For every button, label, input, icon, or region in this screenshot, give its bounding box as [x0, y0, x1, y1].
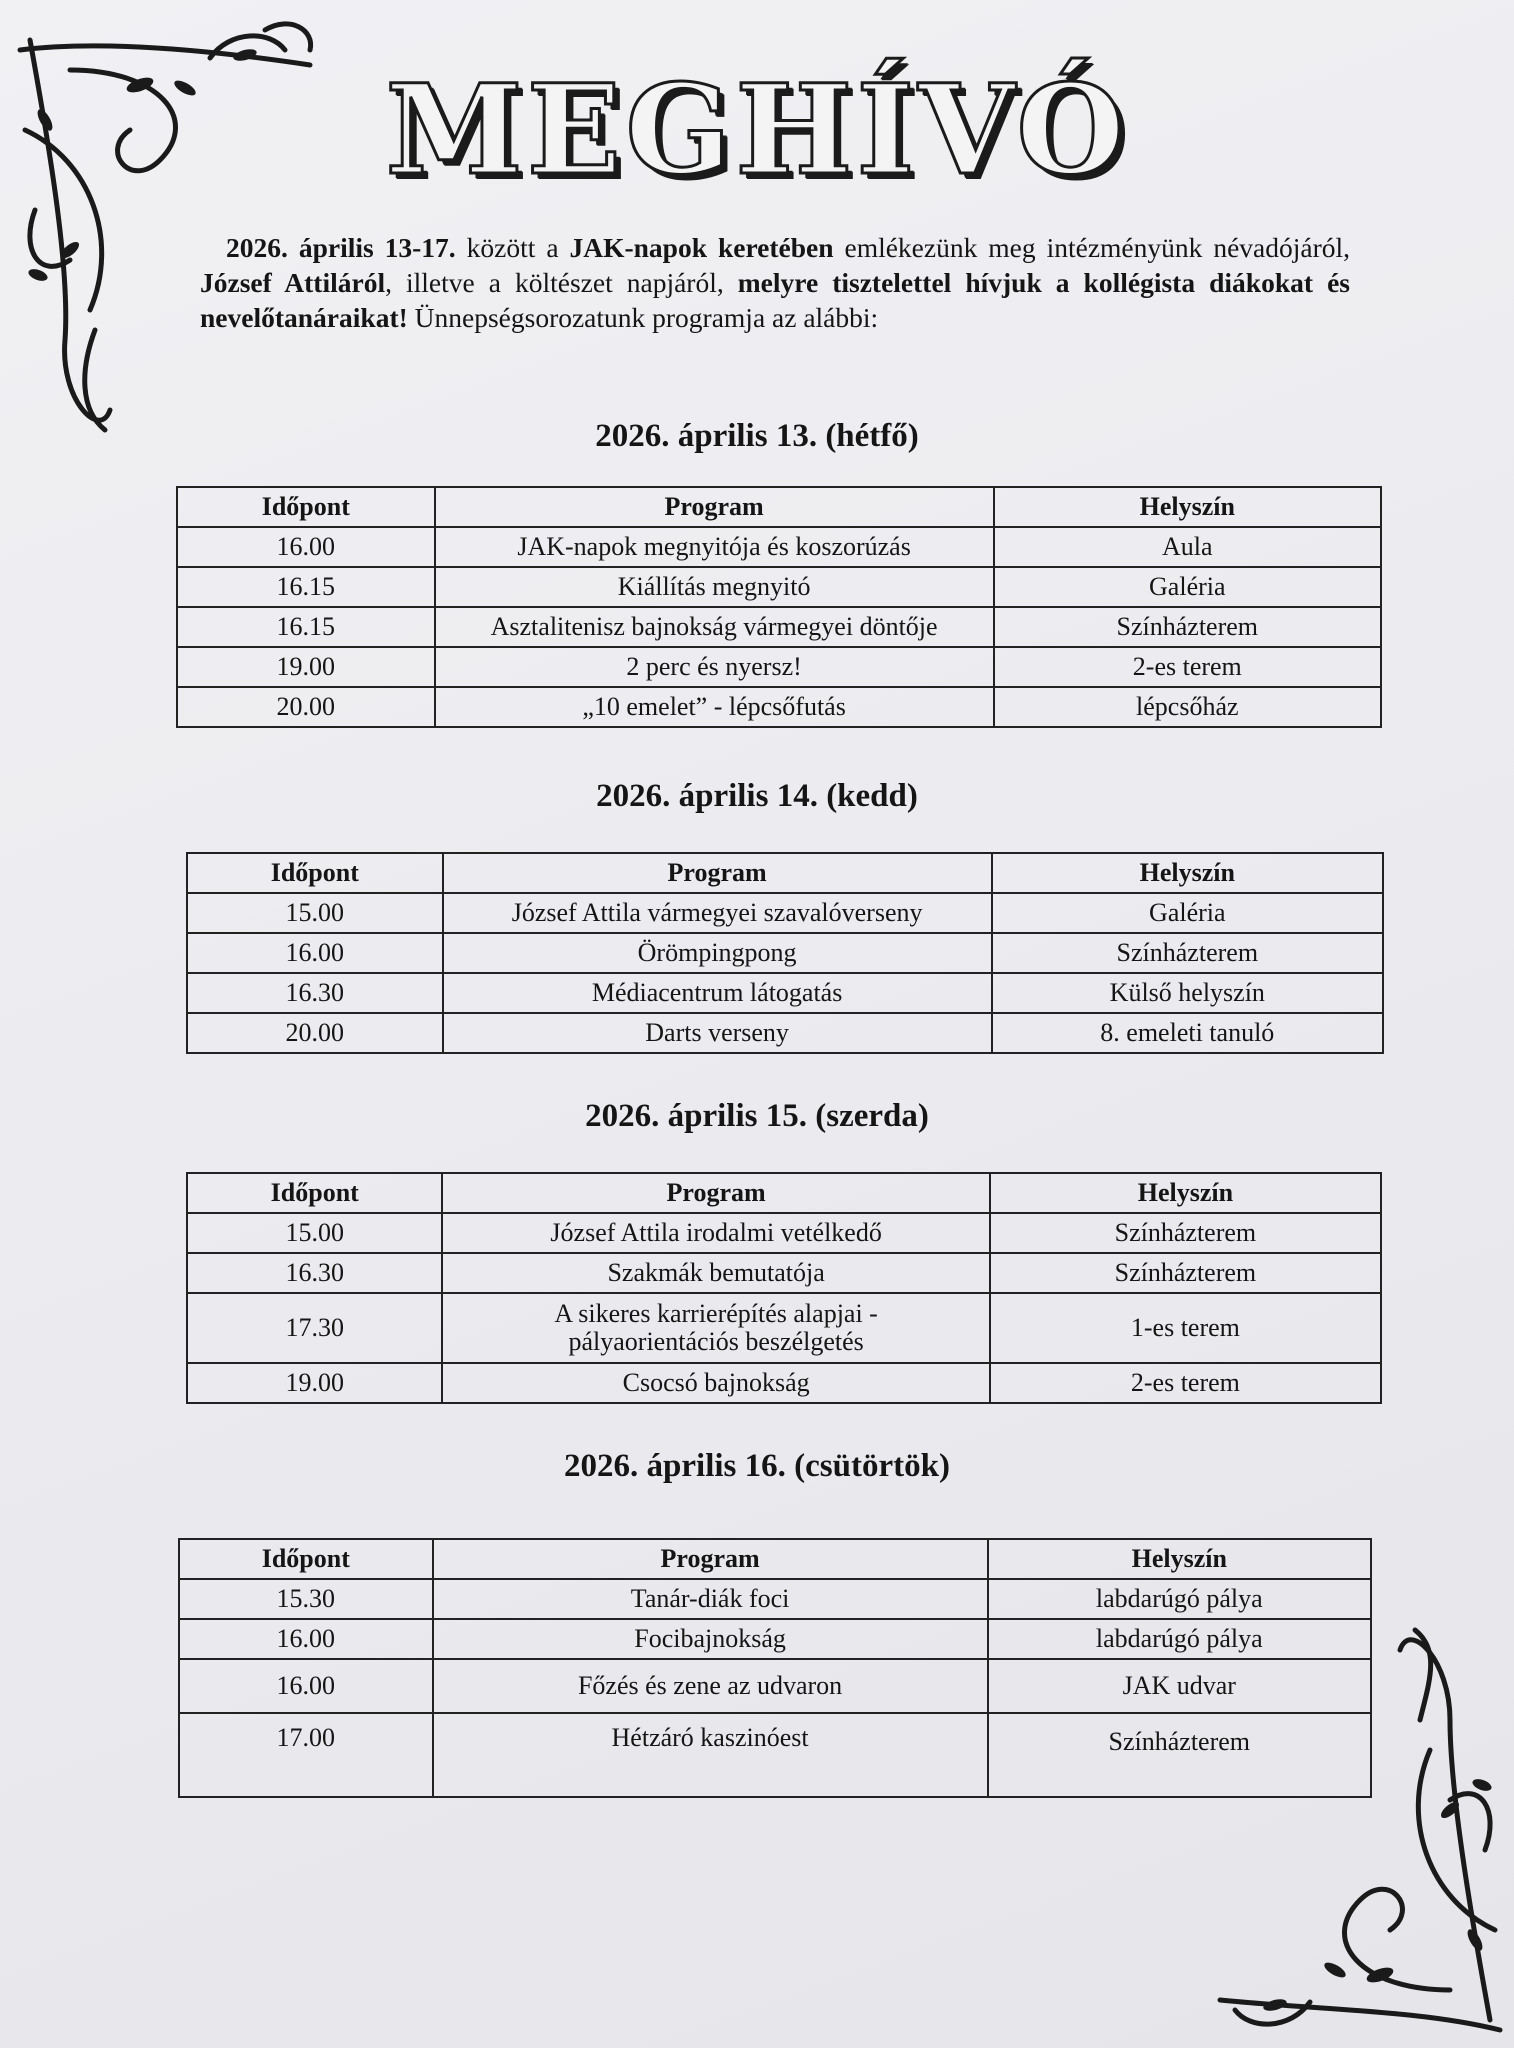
cell-place: Galéria: [994, 567, 1381, 607]
table-row: [187, 893, 1383, 933]
table-row: [177, 687, 1381, 727]
cell-time: 16.30: [187, 973, 443, 1013]
cell-place: Színházterem: [988, 1713, 1371, 1797]
cell-program: Szakmák bemutatója: [442, 1253, 989, 1293]
intro-event-name: JAK-napok keretében: [569, 232, 834, 263]
cell-time: 15.30: [179, 1579, 433, 1619]
cell-time: 20.00: [177, 687, 435, 727]
table-header-row: [177, 487, 1381, 527]
cell-program: József Attila irodalmi vetélkedő: [442, 1213, 989, 1253]
cell-place: Színházterem: [992, 933, 1383, 973]
column-header-program: Program: [435, 487, 994, 527]
cell-place: 8. emeleti tanuló: [992, 1013, 1383, 1053]
column-header-time: Időpont: [187, 853, 443, 893]
table-row: [177, 567, 1381, 607]
table-row: [177, 647, 1381, 687]
day-heading-monday: 2026. április 13. (hétfő): [595, 418, 919, 454]
table-row: [177, 607, 1381, 647]
cell-place: Aula: [994, 527, 1381, 567]
intro-text-3: , illetve a költészet napjáról,: [385, 267, 738, 298]
cell-time: 16.00: [177, 527, 435, 567]
cell-program: Kiállítás megnyitó: [435, 567, 994, 607]
column-header-program: Program: [442, 1173, 989, 1213]
schedule-table-wednesday: [186, 1172, 1382, 1404]
intro-text-4: Ünnepségsorozatunk programja az alábbi:: [407, 302, 879, 333]
cell-program: Focibajnokság: [433, 1619, 988, 1659]
column-header-time: Időpont: [177, 487, 435, 527]
table-header-row: [187, 1173, 1381, 1213]
table-row: [187, 973, 1383, 1013]
cell-program: József Attila vármegyei szavalóverseny: [443, 893, 992, 933]
column-header-program: Program: [443, 853, 992, 893]
cell-program: Csocsó bajnokság: [442, 1363, 989, 1403]
cell-place: Galéria: [992, 893, 1383, 933]
cell-place: 2-es terem: [990, 1363, 1381, 1403]
cell-program: Médiacentrum látogatás: [443, 973, 992, 1013]
cell-program: Darts verseny: [443, 1013, 992, 1053]
cell-time: 17.00: [179, 1713, 433, 1797]
cell-time: 15.00: [187, 1213, 442, 1253]
cell-time: 19.00: [177, 647, 435, 687]
cell-place: Külső helyszín: [992, 973, 1383, 1013]
cell-program: „10 emelet” - lépcsőfutás: [435, 687, 994, 727]
cell-place: labdarúgó pálya: [988, 1619, 1371, 1659]
cell-place: 2-es terem: [994, 647, 1381, 687]
intro-paragraph: [200, 230, 1350, 335]
cell-place: lépcsőház: [994, 687, 1381, 727]
cell-time: 20.00: [187, 1013, 443, 1053]
day-heading-wednesday: 2026. április 15. (szerda): [585, 1098, 929, 1134]
column-header-program: Program: [433, 1539, 988, 1579]
cell-place: 1-es terem: [990, 1293, 1381, 1363]
intro-invite: melyre tisztelettel hívjuk a kollégista diákokat és nevelőtanáraikat!: [200, 267, 1350, 333]
cell-time: 16.15: [177, 567, 435, 607]
column-header-place: Helyszín: [992, 853, 1383, 893]
cell-program: A sikeres karrierépítés alapjai - pályaorientációs beszélgetés: [442, 1293, 989, 1363]
schedule-table-tuesday: [186, 852, 1384, 1054]
table-row: [187, 933, 1383, 973]
cell-time: 16.00: [179, 1659, 433, 1713]
day-heading-tuesday: 2026. április 14. (kedd): [596, 778, 918, 814]
table-row: [187, 1253, 1381, 1293]
schedule-table-monday: [176, 486, 1382, 728]
cell-place: Színházterem: [990, 1253, 1381, 1293]
intro-text-1: között a: [455, 232, 570, 263]
table-row: [179, 1713, 1371, 1797]
cell-program: Tanár-diák foci: [433, 1579, 988, 1619]
cell-time: 17.30: [187, 1293, 442, 1363]
cell-program: Főzés és zene az udvaron: [433, 1659, 988, 1713]
cell-time: 16.00: [187, 933, 443, 973]
column-header-place: Helyszín: [994, 487, 1381, 527]
cell-place: Színházterem: [990, 1213, 1381, 1253]
table-row: [187, 1213, 1381, 1253]
cell-time: 15.00: [187, 893, 443, 933]
intro-date-range: 2026. április 13-17.: [226, 232, 456, 263]
cell-place: JAK udvar: [988, 1659, 1371, 1713]
column-header-place: Helyszín: [990, 1173, 1381, 1213]
table-row: [187, 1293, 1381, 1363]
cell-program: Asztalitenisz bajnokság vármegyei döntője: [435, 607, 994, 647]
column-header-place: Helyszín: [988, 1539, 1371, 1579]
day-heading-thursday: 2026. április 16. (csütörtök): [564, 1448, 950, 1484]
table-row: [187, 1363, 1381, 1403]
table-header-row: [179, 1539, 1371, 1579]
cell-time: 19.00: [187, 1363, 442, 1403]
cell-time: 16.00: [179, 1619, 433, 1659]
cell-time: 16.30: [187, 1253, 442, 1293]
table-row: [179, 1579, 1371, 1619]
cell-place: Színházterem: [994, 607, 1381, 647]
column-header-time: Időpont: [187, 1173, 442, 1213]
cell-time: 16.15: [177, 607, 435, 647]
table-row: [177, 527, 1381, 567]
cell-program: Hétzáró kaszinóest: [433, 1713, 988, 1797]
column-header-time: Időpont: [179, 1539, 433, 1579]
intro-text-2: emlékezünk meg intézményünk névadójáról,: [833, 232, 1351, 263]
cell-program: JAK-napok megnyitója és koszorúzás: [435, 527, 994, 567]
schedule-table-thursday: [178, 1538, 1372, 1798]
cell-program: Örömpingpong: [443, 933, 992, 973]
table-row: [179, 1619, 1371, 1659]
table-row: [187, 1013, 1383, 1053]
page-title: MEGHÍVÓ: [385, 58, 1129, 203]
table-header-row: [187, 853, 1383, 893]
cell-program: 2 perc és nyersz!: [435, 647, 994, 687]
table-row: [179, 1659, 1371, 1713]
intro-person: József Attiláról: [200, 267, 386, 298]
cell-place: labdarúgó pálya: [988, 1579, 1371, 1619]
